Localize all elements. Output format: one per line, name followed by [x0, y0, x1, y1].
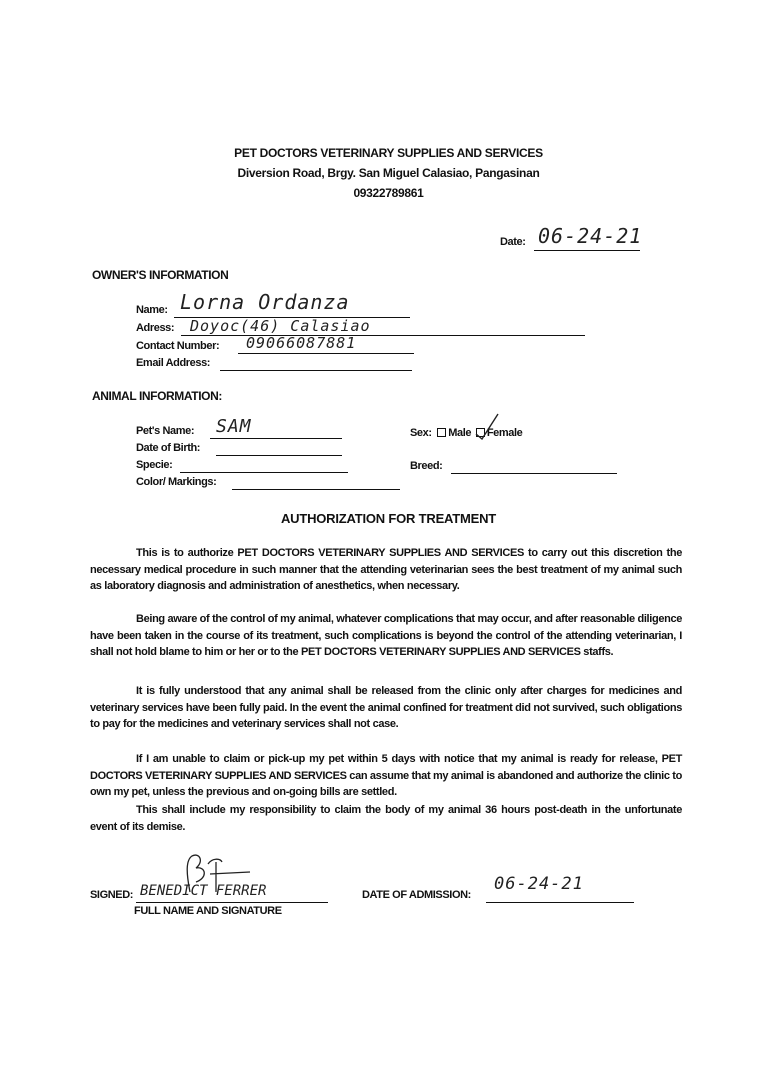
- signed-line: [136, 902, 328, 903]
- signed-value: BENEDICT FERRER: [140, 883, 267, 899]
- specie-line: [180, 472, 348, 473]
- owner-contact-line: [238, 353, 414, 354]
- signed-label: SIGNED:: [90, 889, 134, 901]
- pet-name-line: [210, 438, 342, 439]
- color-label: Color/ Markings:: [136, 476, 217, 488]
- color-line: [232, 489, 400, 490]
- owner-email-line: [220, 370, 412, 371]
- sex-label: Sex:: [410, 427, 432, 439]
- dob-label: Date of Birth:: [136, 442, 201, 454]
- admission-line: [486, 902, 634, 903]
- authorization-paragraph-1: This is to authorize PET DOCTORS VETERINARY SUPPLIES AND SERVICES to carry out this discretion the necessary medical procedure in such manner that the attending veterinarian sees the best treatment of my animal such as laboratory diagnosis and administration of anesthetics, when necessary.: [90, 547, 682, 592]
- clinic-phone: 09322789861: [353, 186, 424, 200]
- owner-contact-value: 09066087881: [246, 334, 357, 352]
- clinic-address: Diversion Road, Brgy. San Miguel Calasiao, Pangasinan: [237, 166, 540, 180]
- owner-address-line: [181, 335, 585, 336]
- breed-label: Breed:: [410, 460, 443, 472]
- sex-female-label: Female: [486, 427, 523, 439]
- pet-name-label: Pet's Name:: [136, 425, 195, 437]
- sex-field: [410, 427, 522, 439]
- authorization-title: AUTHORIZATION FOR TREATMENT: [280, 511, 497, 526]
- date-line: [534, 250, 640, 251]
- owner-name-value: Lorna Ordanza: [180, 290, 350, 314]
- admission-value: 06-24-21: [494, 874, 584, 894]
- authorization-paragraph-5: This shall include my responsibility to claim the body of my animal 36 hours post-death in the unfortunate event of its demise.: [90, 804, 682, 833]
- sex-male-label: Male: [448, 427, 472, 439]
- animal-section-title: ANIMAL INFORMATION:: [92, 389, 222, 403]
- sex-check-mark-icon: [474, 412, 500, 440]
- specie-label: Specie:: [136, 459, 173, 471]
- breed-line: [451, 473, 617, 474]
- authorization-paragraph-2: Being aware of the control of my animal, whatever complications that may occur, and after reasonable diligence have been taken in the course of its treatment, such complications is beyond the control of the attending veterinarian, I shall not hold blame to him or her or to the PET DOCTORS VETERINARY SUPPLIES AND SERVICES staffs.: [90, 613, 682, 658]
- pet-name-value: SAM: [216, 416, 252, 437]
- date-value: 06-24-21: [538, 224, 643, 248]
- owner-contact-label: Contact Number:: [136, 340, 220, 352]
- admission-label: DATE OF ADMISSION:: [362, 889, 471, 901]
- dob-line: [216, 455, 342, 456]
- date-label: Date:: [500, 236, 526, 248]
- authorization-paragraph-3: It is fully understood that any animal shall be released from the clinic only after charges for medicines and veterinary services have been fully paid. In the event the animal confined for treatment did not survived, such obligations to pay for the medicines and veterinary services shall not case.: [90, 685, 682, 730]
- owner-name-label: Name:: [136, 304, 168, 316]
- signed-caption: FULL NAME AND SIGNATURE: [134, 905, 282, 917]
- clinic-name: PET DOCTORS VETERINARY SUPPLIES AND SERVICES: [234, 146, 543, 160]
- owner-address-value: Doyoc(46) Calasiao: [190, 317, 371, 335]
- sex-male-checkbox: [437, 428, 446, 437]
- authorization-paragraph-4: If I am unable to claim or pick-up my pet within 5 days with notice that my animal is ready for release, PET DOCTORS VETERINARY SUPPLIES AND SERVICES can assume that my animal is abandoned and authorize the clinic to own my pet, unless the previous and on-going bills are settled.: [90, 753, 682, 798]
- owner-section-title: OWNER'S INFORMATION: [92, 268, 229, 282]
- owner-address-label: Adress:: [136, 322, 175, 334]
- owner-email-label: Email Address:: [136, 357, 211, 369]
